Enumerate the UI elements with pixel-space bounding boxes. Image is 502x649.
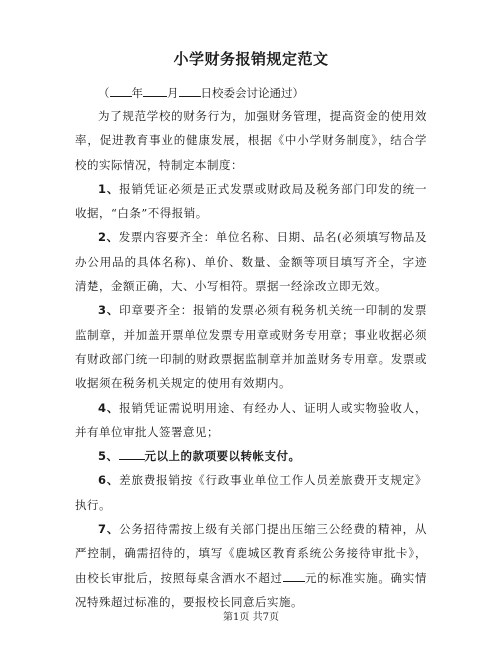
subtitle-tail: 日校委会讨论通过）	[200, 86, 304, 100]
rule-item-1	[75, 177, 427, 226]
rule-number: 5、	[98, 449, 119, 464]
rule-number: 1、	[98, 181, 120, 196]
rule-text: 报销凭证必须是正式发票或财政局及税务部门印发的统一收据，“白条”不得报销。	[75, 181, 427, 221]
rule-item-2	[75, 225, 427, 298]
intro-paragraph: 为了规范学校的财务行为，加强财务管理，提高资金的使用效率，促进教育事业的健康发展，根据《中小学财务制度》，结合学校的实际情况，特制定本制度：	[75, 109, 427, 172]
rule-number: 2、	[98, 230, 119, 245]
document-title: 小学财务报销规定范文	[173, 50, 329, 68]
amount-blank	[119, 447, 145, 460]
rule-item-7	[75, 517, 427, 614]
rule-number: 3、	[98, 303, 120, 318]
rule-item-6	[75, 468, 427, 517]
rule-item-4	[75, 396, 427, 445]
rule-text: 印章要齐全：报销的发票必须有税务机关统一印制的发票监制章，并加盖开票单位发票专用章或财务专用章；事业收据必须有财政部门统一印制的财政票据监制章并加盖财务专用章。发票或收据须在税务机关规定的使用有效期内。	[75, 303, 427, 391]
rule-number: 4、	[98, 400, 120, 415]
rule-item-3	[75, 298, 427, 395]
rule-text: 发票内容要齐全：单位名称、日期、品名(必须填写物品及办公用品的具体名称)、单价、数量、金额等项目填写齐全，字迹清楚，金额正确，大、小写相符。票据一经涂改立即无效。	[75, 230, 427, 294]
document-subtitle	[98, 84, 304, 101]
day-blank	[179, 84, 201, 97]
month-blank	[143, 84, 167, 97]
rule-text: 报销凭证需说明用途、有经办人、证明人或实物验收人，并有单位审批人签署意见；	[75, 400, 427, 439]
rule-number: 7、	[98, 522, 120, 537]
rule-text-after: 元的标准实施。确实情况特殊超过标准的，要报校长同意后实施。	[75, 570, 428, 609]
subtitle-year: 年	[131, 86, 143, 100]
subtitle-open-paren: （	[98, 86, 110, 100]
rule-text: 元以上的款项要以转帐支付。	[144, 449, 301, 464]
rule-number: 6、	[98, 473, 120, 488]
rule-text-before: 公务招待需按上级有关部门提出压缩三公经费的精神，从严控制，确需招待的，填写《鹿城区教育系统公务接待审批卡》，由校长审批后，按照每桌含酒水不超过	[75, 522, 427, 585]
rule-item-5	[75, 444, 427, 468]
year-blank	[110, 84, 132, 97]
page-footer: 第1页 共7页	[223, 612, 279, 623]
document-body	[75, 104, 427, 614]
subtitle-month: 月	[167, 86, 179, 100]
rule-text: 差旅费报销按《行政事业单位工作人员差旅费开支规定》执行。	[75, 473, 427, 512]
amount-blank	[283, 569, 305, 582]
